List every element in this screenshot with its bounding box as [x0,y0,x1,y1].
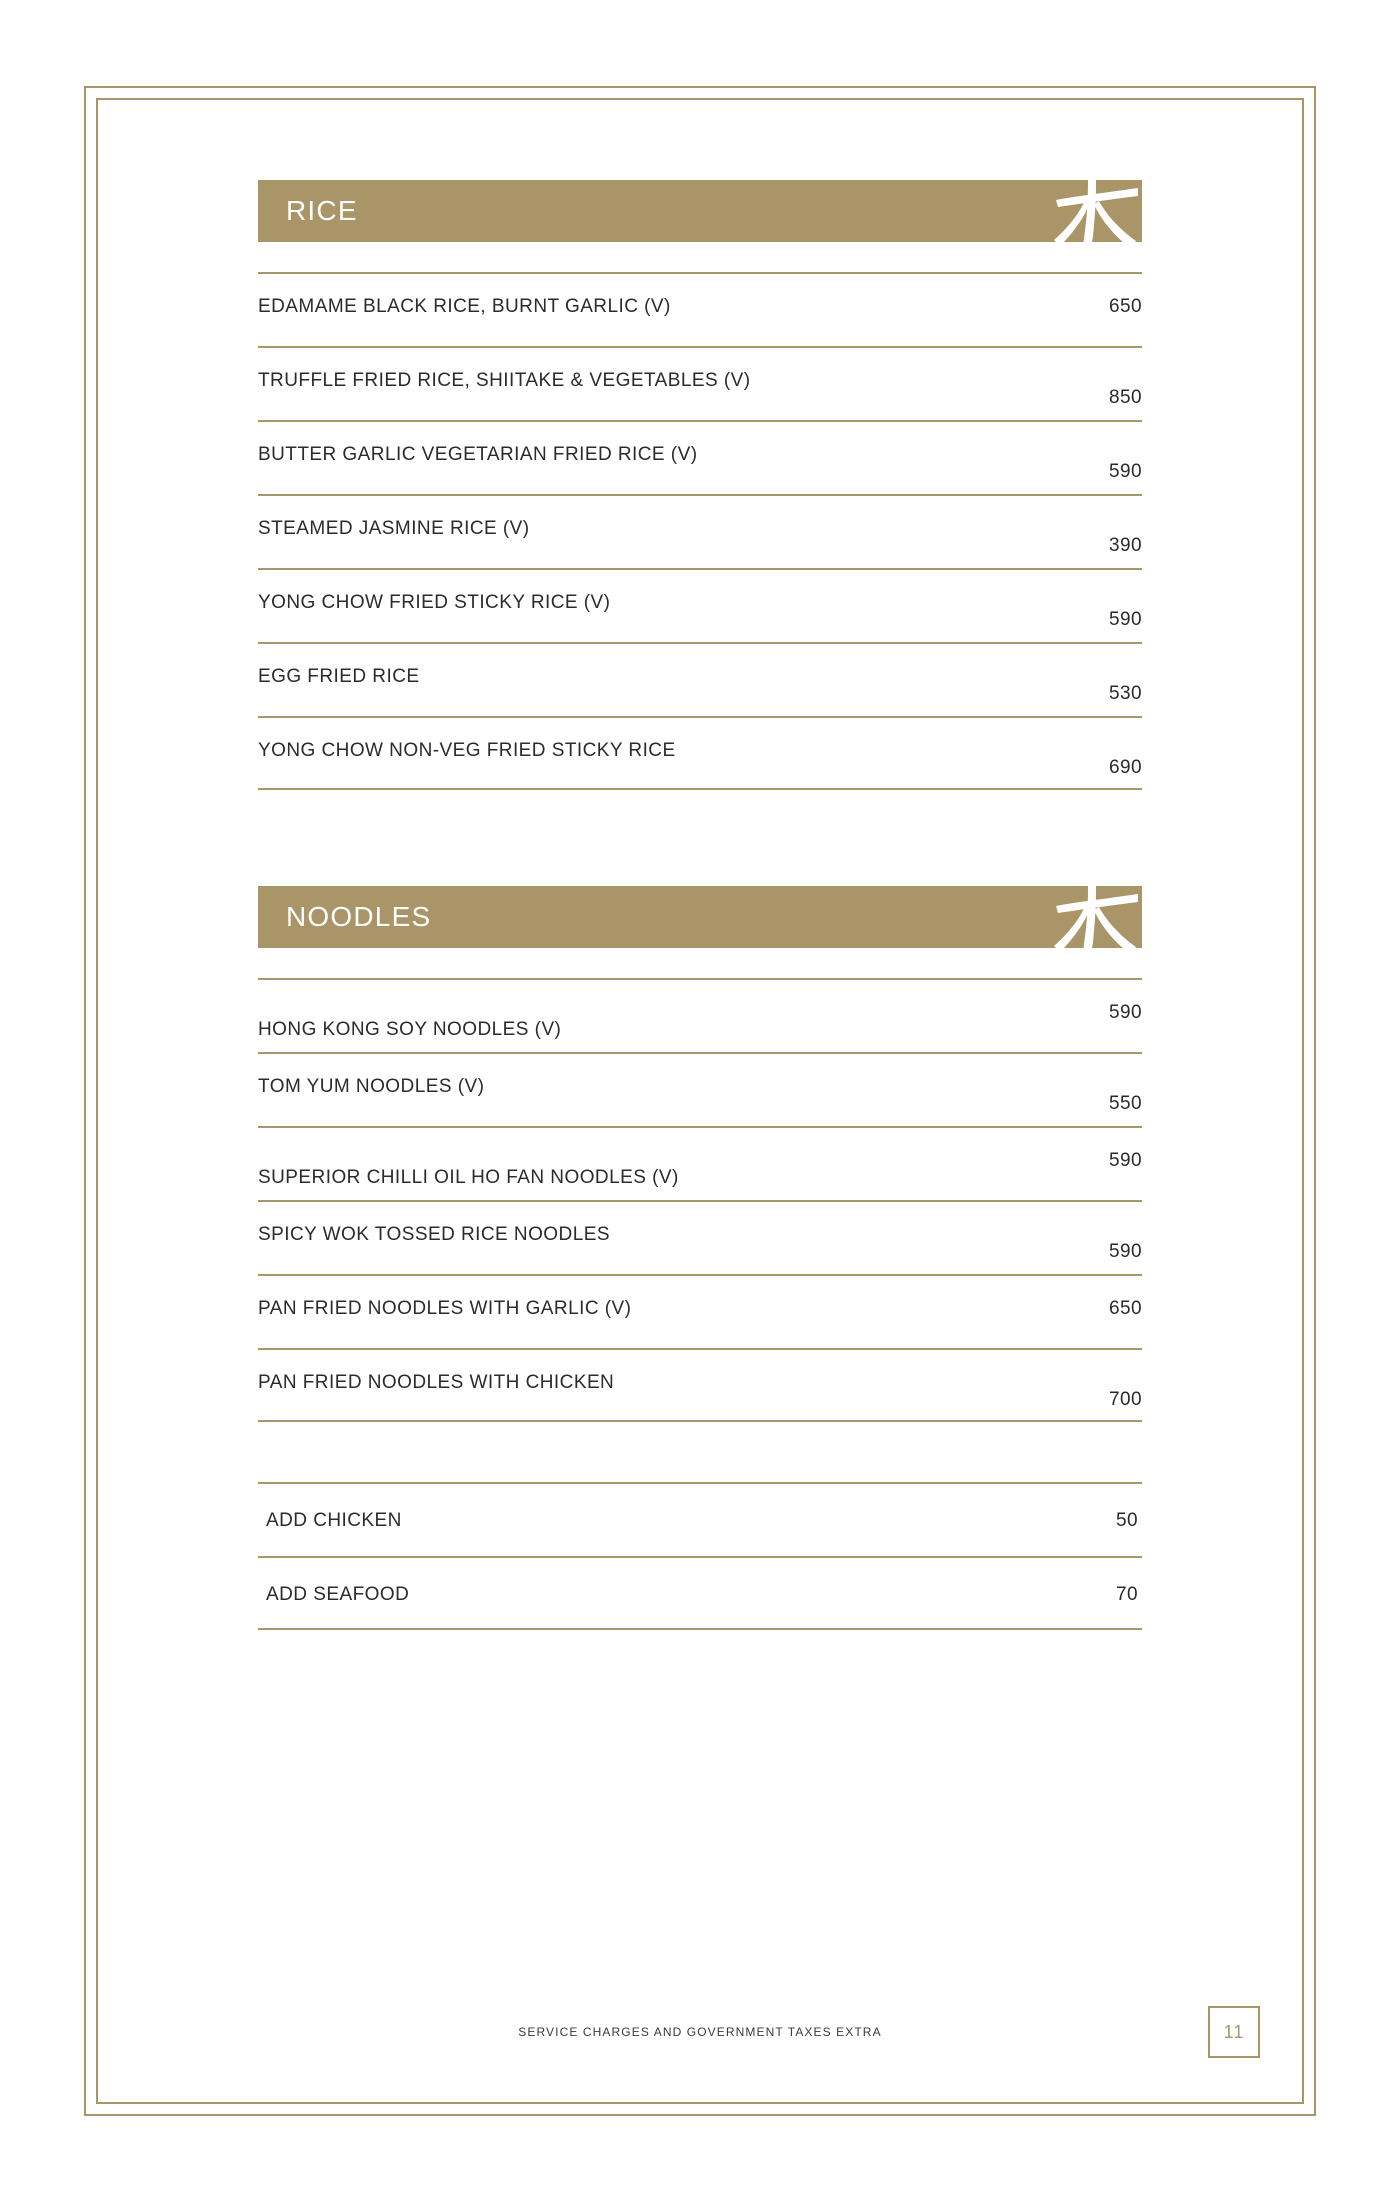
menu-row [258,568,1142,642]
item-name: PAN FRIED NOODLES WITH GARLIC (V) [258,1298,632,1319]
item-name: TRUFFLE FRIED RICE, SHIITAKE & VEGETABLES (V) [258,370,751,391]
item-price: 550 [1108,1093,1142,1114]
item-price: 700 [1108,1389,1142,1410]
page-number: 11 [1223,2021,1245,2042]
menu-row [258,346,1142,420]
item-name: PAN FRIED NOODLES WITH CHICKEN [258,1372,615,1393]
menu-list-rice [258,272,1142,790]
item-price: 70 [1115,1584,1138,1605]
item-name: YONG CHOW NON-VEG FRIED STICKY RICE [258,740,676,761]
section-title-rice: RICE [286,195,358,226]
section-title-noodles: NOODLES [286,901,432,932]
menu-row [258,978,1142,1052]
menu-row [258,420,1142,494]
chinese-character-da-icon [1046,886,1142,948]
section-header-noodles [258,886,1142,948]
item-price: 590 [1108,1241,1142,1262]
item-price: 530 [1108,683,1142,704]
item-price: 590 [1108,1002,1142,1023]
item-price: 590 [1108,461,1142,482]
addon-row [258,1556,1142,1630]
menu-row [258,716,1142,790]
item-name: STEAMED JASMINE RICE (V) [258,518,530,539]
item-name: SUPERIOR CHILLI OIL HO FAN NOODLES (V) [258,1167,679,1188]
menu-row [258,494,1142,568]
item-price: 650 [1108,296,1142,317]
menu-row [258,272,1142,346]
chinese-character-da-icon [1046,180,1142,242]
menu-row [258,1348,1142,1422]
menu-row [258,1052,1142,1126]
item-name: EDAMAME BLACK RICE, BURNT GARLIC (V) [258,296,671,317]
menu-content [258,180,1142,1630]
item-price: 390 [1108,535,1142,556]
addons-list [258,1482,1142,1630]
page-number-box [1208,2006,1260,2058]
item-name: HONG KONG SOY NOODLES (V) [258,1019,562,1040]
menu-row [258,1126,1142,1200]
item-name: ADD SEAFOOD [266,1584,410,1605]
menu-section-noodles [258,886,1142,1630]
menu-list-noodles [258,978,1142,1422]
item-price: 590 [1108,609,1142,630]
menu-row [258,642,1142,716]
item-price: 690 [1108,757,1142,778]
menu-row [258,1200,1142,1274]
menu-row [258,1274,1142,1348]
item-name: TOM YUM NOODLES (V) [258,1076,485,1097]
item-name: ADD CHICKEN [266,1510,402,1531]
section-spacer [258,790,1142,886]
item-price: 590 [1108,1150,1142,1171]
item-price: 850 [1108,387,1142,408]
item-name: SPICY WOK TOSSED RICE NOODLES [258,1224,610,1245]
item-name: EGG FRIED RICE [258,666,420,687]
item-price: 50 [1115,1510,1138,1531]
footer-note: SERVICE CHARGES AND GOVERNMENT TAXES EXTRA [518,2025,882,2039]
section-header-rice [258,180,1142,242]
item-name: BUTTER GARLIC VEGETARIAN FRIED RICE (V) [258,444,698,465]
menu-section-rice [258,180,1142,790]
addon-row [258,1482,1142,1556]
item-name: YONG CHOW FRIED STICKY RICE (V) [258,592,611,613]
item-price: 650 [1108,1298,1142,1319]
